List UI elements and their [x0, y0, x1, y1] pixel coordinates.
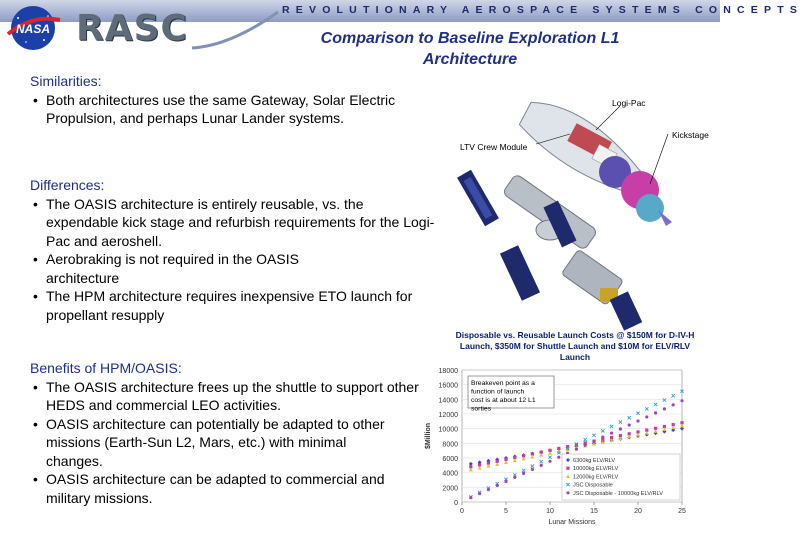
- nasa-logo-icon: [4, 4, 62, 52]
- header-tagline: REVOLUTIONARY AEROSPACE SYSTEMS CONCEPTS: [282, 4, 803, 16]
- x-tick-label: 10: [546, 508, 554, 515]
- differences-bullet: • The OASIS architecture is entirely reusable, vs. the expendable kick stage and refurbish requirements for the Logi-Pac and aeroshell.: [30, 195, 435, 251]
- data-point: [628, 423, 631, 426]
- data-point: [557, 456, 560, 459]
- data-point: [487, 488, 490, 491]
- y-axis-label: $Million: [425, 422, 432, 450]
- annotation-line: sorties: [471, 405, 492, 413]
- kickstage-label: Kickstage: [672, 130, 709, 140]
- data-point: [610, 431, 613, 434]
- x-tick-label: 15: [590, 508, 598, 515]
- x-tick-label: 25: [678, 508, 686, 515]
- data-point: [566, 491, 569, 494]
- data-point: [592, 440, 595, 443]
- differences-section: [30, 176, 440, 324]
- chart-title: Disposable vs. Reusable Launch Costs @ $150M for D-IV-H Launch, $350M for Shuttle Launch and $10M for ELV/RLV Launch: [455, 330, 695, 362]
- data-point: [496, 484, 499, 487]
- data-point: [672, 403, 675, 406]
- similarities-section: [30, 72, 440, 128]
- ltv-crew-module-label: LTV Crew Module: [460, 142, 528, 152]
- y-tick-label: 0: [454, 500, 458, 507]
- logi-pac-label: Logi-Pac: [612, 98, 646, 108]
- data-point: [636, 419, 639, 422]
- data-point: [531, 468, 534, 471]
- legend-label: 6300kg ELV/RLV: [573, 458, 616, 464]
- x-tick-label: 20: [634, 508, 642, 515]
- annotation-line: Breakeven point as a: [471, 380, 535, 387]
- spacecraft-illustration: [440, 92, 720, 330]
- benefits-bullet: • The OASIS architecture frees up the shuttle to support other HEDS and commercial LEO activities.: [30, 378, 435, 415]
- chart-annotation: [468, 376, 554, 413]
- rasc-logo: RASC: [76, 8, 188, 49]
- x-axis-label: Lunar Missions: [548, 519, 596, 526]
- y-tick-label: 12000: [438, 412, 458, 419]
- y-tick-label: 18000: [438, 368, 458, 375]
- data-point: [680, 399, 683, 402]
- y-tick-label: 10000: [438, 426, 458, 434]
- data-point: [478, 492, 481, 495]
- data-point: [663, 407, 666, 410]
- data-point: [504, 480, 507, 483]
- y-tick-label: 14000: [438, 397, 458, 405]
- annotation-line: cost is at about 12 L1: [471, 397, 536, 404]
- similarities-heading: Similarities:: [30, 73, 102, 89]
- data-point: [645, 415, 648, 418]
- slide-title-line2: Architecture: [422, 51, 518, 68]
- benefits-section: [30, 359, 440, 507]
- chart-legend: [562, 454, 680, 500]
- gateway-stack: [457, 170, 642, 331]
- spacecraft-image: [440, 92, 720, 330]
- y-tick-label: 6000: [442, 456, 458, 463]
- x-tick-label: 5: [504, 508, 508, 515]
- nasa-logo-text: NASA: [15, 22, 51, 36]
- cost-chart-svg: [420, 360, 720, 540]
- data-point: [513, 476, 516, 479]
- y-tick-label: 16000: [438, 382, 458, 390]
- benefits-bullet: • OASIS architecture can potentially be adapted to other missions (Earth-Sun L2, Mars, etc.) with minimal changes.: [30, 415, 405, 471]
- legend-label: 12000kg ELV/RLV: [573, 474, 619, 481]
- data-point: [584, 444, 587, 447]
- cost-chart: [420, 360, 720, 540]
- data-point: [654, 411, 657, 414]
- annotation-line: function of launch: [471, 388, 525, 396]
- differences-bullet: • The HPM architecture requires inexpensive ETO launch for propellant resupply: [30, 287, 415, 324]
- legend-label: JSC Disposable - 10000kg ELV/RLV: [573, 490, 663, 497]
- y-tick-label: 8000: [442, 441, 458, 449]
- y-tick-label: 4000: [442, 470, 458, 478]
- data-point: [619, 427, 622, 430]
- x-tick-label: 0: [460, 508, 464, 515]
- legend-label: JSC Disposable: [573, 482, 613, 489]
- data-point: [575, 448, 578, 451]
- benefits-heading: Benefits of HPM/OASIS:: [30, 360, 182, 376]
- data-point: [540, 464, 543, 467]
- y-tick-label: 2000: [442, 485, 458, 493]
- data-point: [469, 496, 472, 499]
- similarities-bullet: • Both architectures use the same Gateway, Solar Electric Propulsion, and perhaps Lunar Lander systems.: [30, 91, 405, 128]
- data-point: [601, 436, 604, 439]
- differences-bullet: • Aerobraking is not required in the OASIS architecture: [30, 250, 370, 287]
- legend-label: 10000kg ELV/RLV: [573, 466, 619, 473]
- data-point: [548, 460, 551, 463]
- data-point: [522, 472, 525, 475]
- slide-title-line1: Comparison to Baseline Exploration L1: [320, 30, 620, 47]
- differences-heading: Differences:: [30, 177, 105, 193]
- slide-title: [260, 28, 680, 70]
- benefits-bullet: • OASIS architecture can be adapted to commercial and military missions.: [30, 470, 425, 507]
- data-point: [566, 467, 569, 470]
